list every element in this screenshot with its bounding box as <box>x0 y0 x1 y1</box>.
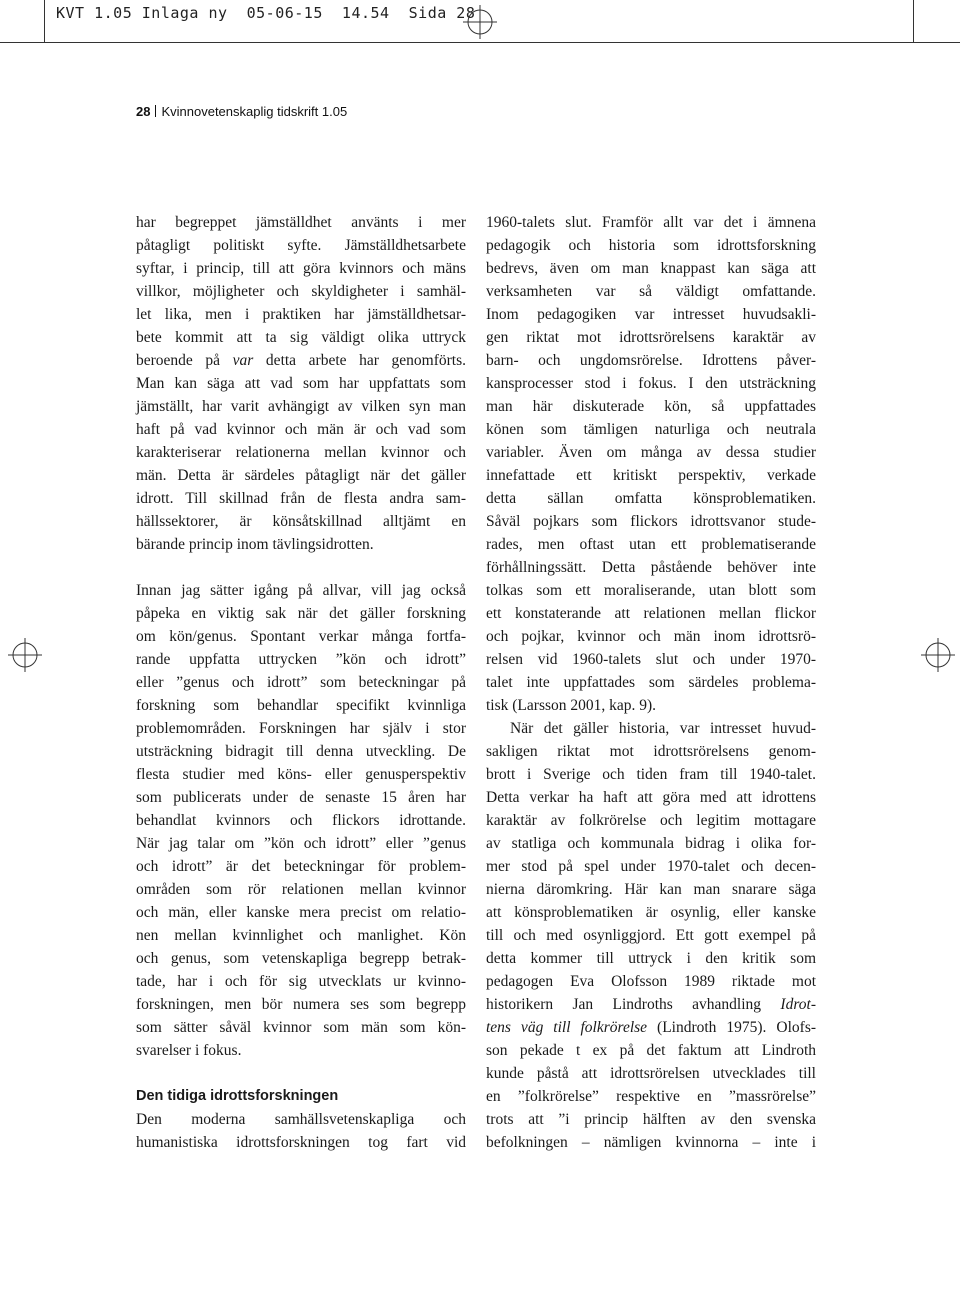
left-column-line: svarelser i fokus. <box>136 1042 242 1059</box>
right-column-line: Detta verkar ha haft att göra med att idrottens <box>486 789 816 806</box>
right-column-line: könen som tämligen naturliga och neutrala <box>486 421 816 438</box>
running-head-separator <box>155 105 156 117</box>
right-column-line: förhållningssätt. Detta påstående behöver inte <box>486 559 816 576</box>
left-column-line: flesta studier med köns- eller genusperspektiv <box>136 766 466 783</box>
right-column-line: till och med osynliggjord. Ett gott exempel på <box>486 927 816 944</box>
left-column-line: män. Detta är särdeles påtagligt när det gäller <box>136 467 466 484</box>
left-column-line: forskning som behandlar specifikt kvinnliga <box>136 697 466 714</box>
left-column-line: let lika, men i praktiken har jämställdhetsar- <box>136 306 466 323</box>
right-column-line: gen riktat mot idrottsrörelsens karaktär av <box>486 329 816 346</box>
right-column-line: När det gäller historia, var intresset huvud- <box>510 720 816 737</box>
left-column-line: haft på vad kvinnor och män är och vad som <box>136 421 466 438</box>
left-column-line: påtagligt politiskt syfte. Jämställdhetsarbete <box>136 237 466 254</box>
left-column-line: utsträckning bidragit till denna utveckling. De <box>136 743 466 760</box>
text-run: (Lindroth 1975). Olofs- <box>647 1019 817 1036</box>
left-text-column <box>136 211 466 1154</box>
right-column-line: kunde påstå att idrottsrörelsen utvecklades till <box>486 1065 816 1082</box>
text-run: historikern Jan Lindroths avhandling <box>486 996 781 1013</box>
italic-text: Idrot- <box>780 996 816 1013</box>
right-text-column <box>486 211 816 1154</box>
right-column-line: nierna däromkring. Här kan man snarare säga <box>486 881 816 898</box>
right-column-line: son pekade t ex på det faktum att Lindroth <box>486 1042 816 1059</box>
right-column-line: rades, men oftast utan ett problematiserande <box>486 536 816 553</box>
left-column-line: områden som rör relationen mellan kvinnor <box>136 881 466 898</box>
left-column-line: problemområden. Forskningen har själv i stor <box>136 720 466 737</box>
right-column-line: trots att ”i princip hälften av den svenska <box>486 1111 816 1128</box>
right-column-line: variabler. Även om många av dessa studier <box>486 444 816 461</box>
left-column-line: som publicerats under de senaste 15 åren har <box>136 789 466 806</box>
right-column-line: sakligen riktat mot idrottsrörelsens genom- <box>486 743 816 760</box>
right-column-line: mer stod på spel under 1970-talet och decen- <box>486 858 816 875</box>
right-column-line: och pojkar, kvinnor och män inom idrottsrö- <box>486 628 816 645</box>
crop-mark-top-left <box>44 0 45 42</box>
registration-mark-top <box>463 5 497 39</box>
right-column-line: bedrevs, även om man knappast kan säga att <box>486 260 816 277</box>
left-column-line: rande uppfatta uttrycken ”kön och idrott” <box>136 651 466 668</box>
journal-title: Kvinnovetenskaplig tidskrift 1.05 <box>161 104 348 119</box>
left-column-line: och genus, som vetenskapliga begrepp betrak- <box>136 950 466 967</box>
text-run: beroende på <box>136 352 233 369</box>
italic-text: tens väg till folkrörelse <box>486 1019 648 1036</box>
right-column-line <box>486 993 816 1016</box>
right-column-line: barn- och ungdomsrörelse. Idrottens påver- <box>486 352 816 369</box>
right-column-line: att könsproblematiken är osynlig, eller kanske <box>486 904 816 921</box>
left-column-line: påpeka en viktig sak när det gäller forskning <box>136 605 466 622</box>
registration-mark-right <box>921 638 955 672</box>
page-number: 28 <box>136 104 151 119</box>
right-column-line: karaktär av folkrörelse och legitim mottagare <box>486 812 816 829</box>
right-column-line: Såväl pojkars som flickors idrottsvanor stude- <box>486 513 816 530</box>
left-column-line <box>136 349 466 372</box>
right-column-line: detta kommer till uttryck i den kritik som <box>486 950 816 967</box>
left-column-line: Innan jag sätter igång på allvar, vill jag också <box>136 582 466 599</box>
left-column-line: Man kan säga att vad som har uppfattats som <box>136 375 466 392</box>
right-column-line: 1960-talets slut. Framför allt var det i ämnena <box>486 214 816 231</box>
text-run: detta arbete har genomförts. <box>253 352 466 369</box>
left-column-line: villkor, möjligheter och skyldigheter i samhäl- <box>136 283 466 300</box>
right-column-line: kansprocesser stod i fokus. I den utsträckning <box>486 375 816 392</box>
left-column-line: om kön/genus. Spontant verkar många fortfa- <box>136 628 466 645</box>
left-column-line: karakteriserar relationerna mellan kvinnor och <box>136 444 466 461</box>
right-column-line <box>486 1016 816 1039</box>
right-column-line: ett konstaterande att relationen mellan flickor <box>486 605 816 622</box>
right-column-line: brott i Sverige och tiden fram till 1940-talet. <box>486 766 816 783</box>
left-column-line: bärande princip inom tävlingsidrotten. <box>136 536 374 553</box>
slug-rule <box>0 42 960 43</box>
left-column-line: idrott. Till skillnad från de flesta andra sam- <box>136 490 466 507</box>
right-column-line: relsen vid 1960-talets slut och under 1970- <box>486 651 816 668</box>
section-heading: Den tidiga idrottsforskningen <box>136 1088 339 1104</box>
left-column-line: bete kommit att ta sig väldigt olika uttryck <box>136 329 466 346</box>
right-column-line: verksamheten var så väldigt omfattande. <box>486 283 816 300</box>
crop-mark-top-right <box>913 0 914 42</box>
right-column-line: detta sällan omfatta könsproblematiken. <box>486 490 816 507</box>
right-column-line: pedagogen Eva Olofsson 1989 riktade mot <box>486 973 816 990</box>
right-column-line: talet inte uppfattades som särdeles problema- <box>486 674 816 691</box>
right-column-line: pedagogik och historia som idrottsforskning <box>486 237 816 254</box>
right-column-line: befolkningen – nämligen kvinnorna – inte i <box>486 1134 816 1151</box>
italic-text: var <box>232 352 254 369</box>
paragraph-gap <box>136 556 466 579</box>
left-column-line: Den moderna samhällsvetenskapliga och <box>136 1111 466 1128</box>
left-column-line: syftar, i princip, till att göra kvinnors och mäns <box>136 260 466 277</box>
left-column-line: forskningen, men bör numera ses som begrepp <box>136 996 466 1013</box>
right-column-line: en ”folkrörelse” respektive en ”massrörelse” <box>486 1088 816 1105</box>
paragraph-gap <box>136 1062 466 1085</box>
right-column-line: Inom pedagogiken var intresset huvudsakli- <box>486 306 816 323</box>
right-column-line: av statliga och kommunala bidrag i olika for- <box>486 835 816 852</box>
left-column-line: som sätter såväl kvinnor som män som kön- <box>136 1019 466 1036</box>
right-column-line: innefattade ett kritiskt perspektiv, verkade <box>486 467 816 484</box>
left-column-line: och män, eller kanske mera precist om relatio- <box>136 904 466 921</box>
left-column-line: eller ”genus och idrott” som beteckningar på <box>136 674 466 691</box>
print-slug: KVT 1.05 Inlaga ny 05-06-15 14.54 Sida 28 <box>56 4 476 22</box>
right-column-line: man här diskuterade kön, så uppfattades <box>486 398 816 415</box>
left-column-line: tade, har i och för sig utvecklats ur kvinno- <box>136 973 466 990</box>
left-column-line: När jag talar om ”kön och idrott” eller ”genus <box>136 835 466 852</box>
registration-mark-left <box>8 638 42 672</box>
left-column-line: hällssektorer, är könsåtskillnad alltjämt en <box>136 513 466 530</box>
right-column-line: tisk (Larsson 2001, kap. 9). <box>486 697 657 714</box>
left-column-line: och idrott” är det beteckningar för problem- <box>136 858 466 875</box>
left-column-line: nen mellan kvinnlighet och manlighet. Kön <box>136 927 466 944</box>
right-column-line: tolkas som ett moraliserande, utan blott som <box>486 582 816 599</box>
left-column-line: har begreppet jämställdhet använts i mer <box>136 214 466 231</box>
left-column-line: jämställt, har varit avhängigt av vilken syn man <box>136 398 466 415</box>
left-column-line: behandlat kvinnors och flickors idrottande. <box>136 812 466 829</box>
running-head <box>136 104 347 119</box>
left-column-line: humanistiska idrottsforskningen tog fart vid <box>136 1134 466 1151</box>
